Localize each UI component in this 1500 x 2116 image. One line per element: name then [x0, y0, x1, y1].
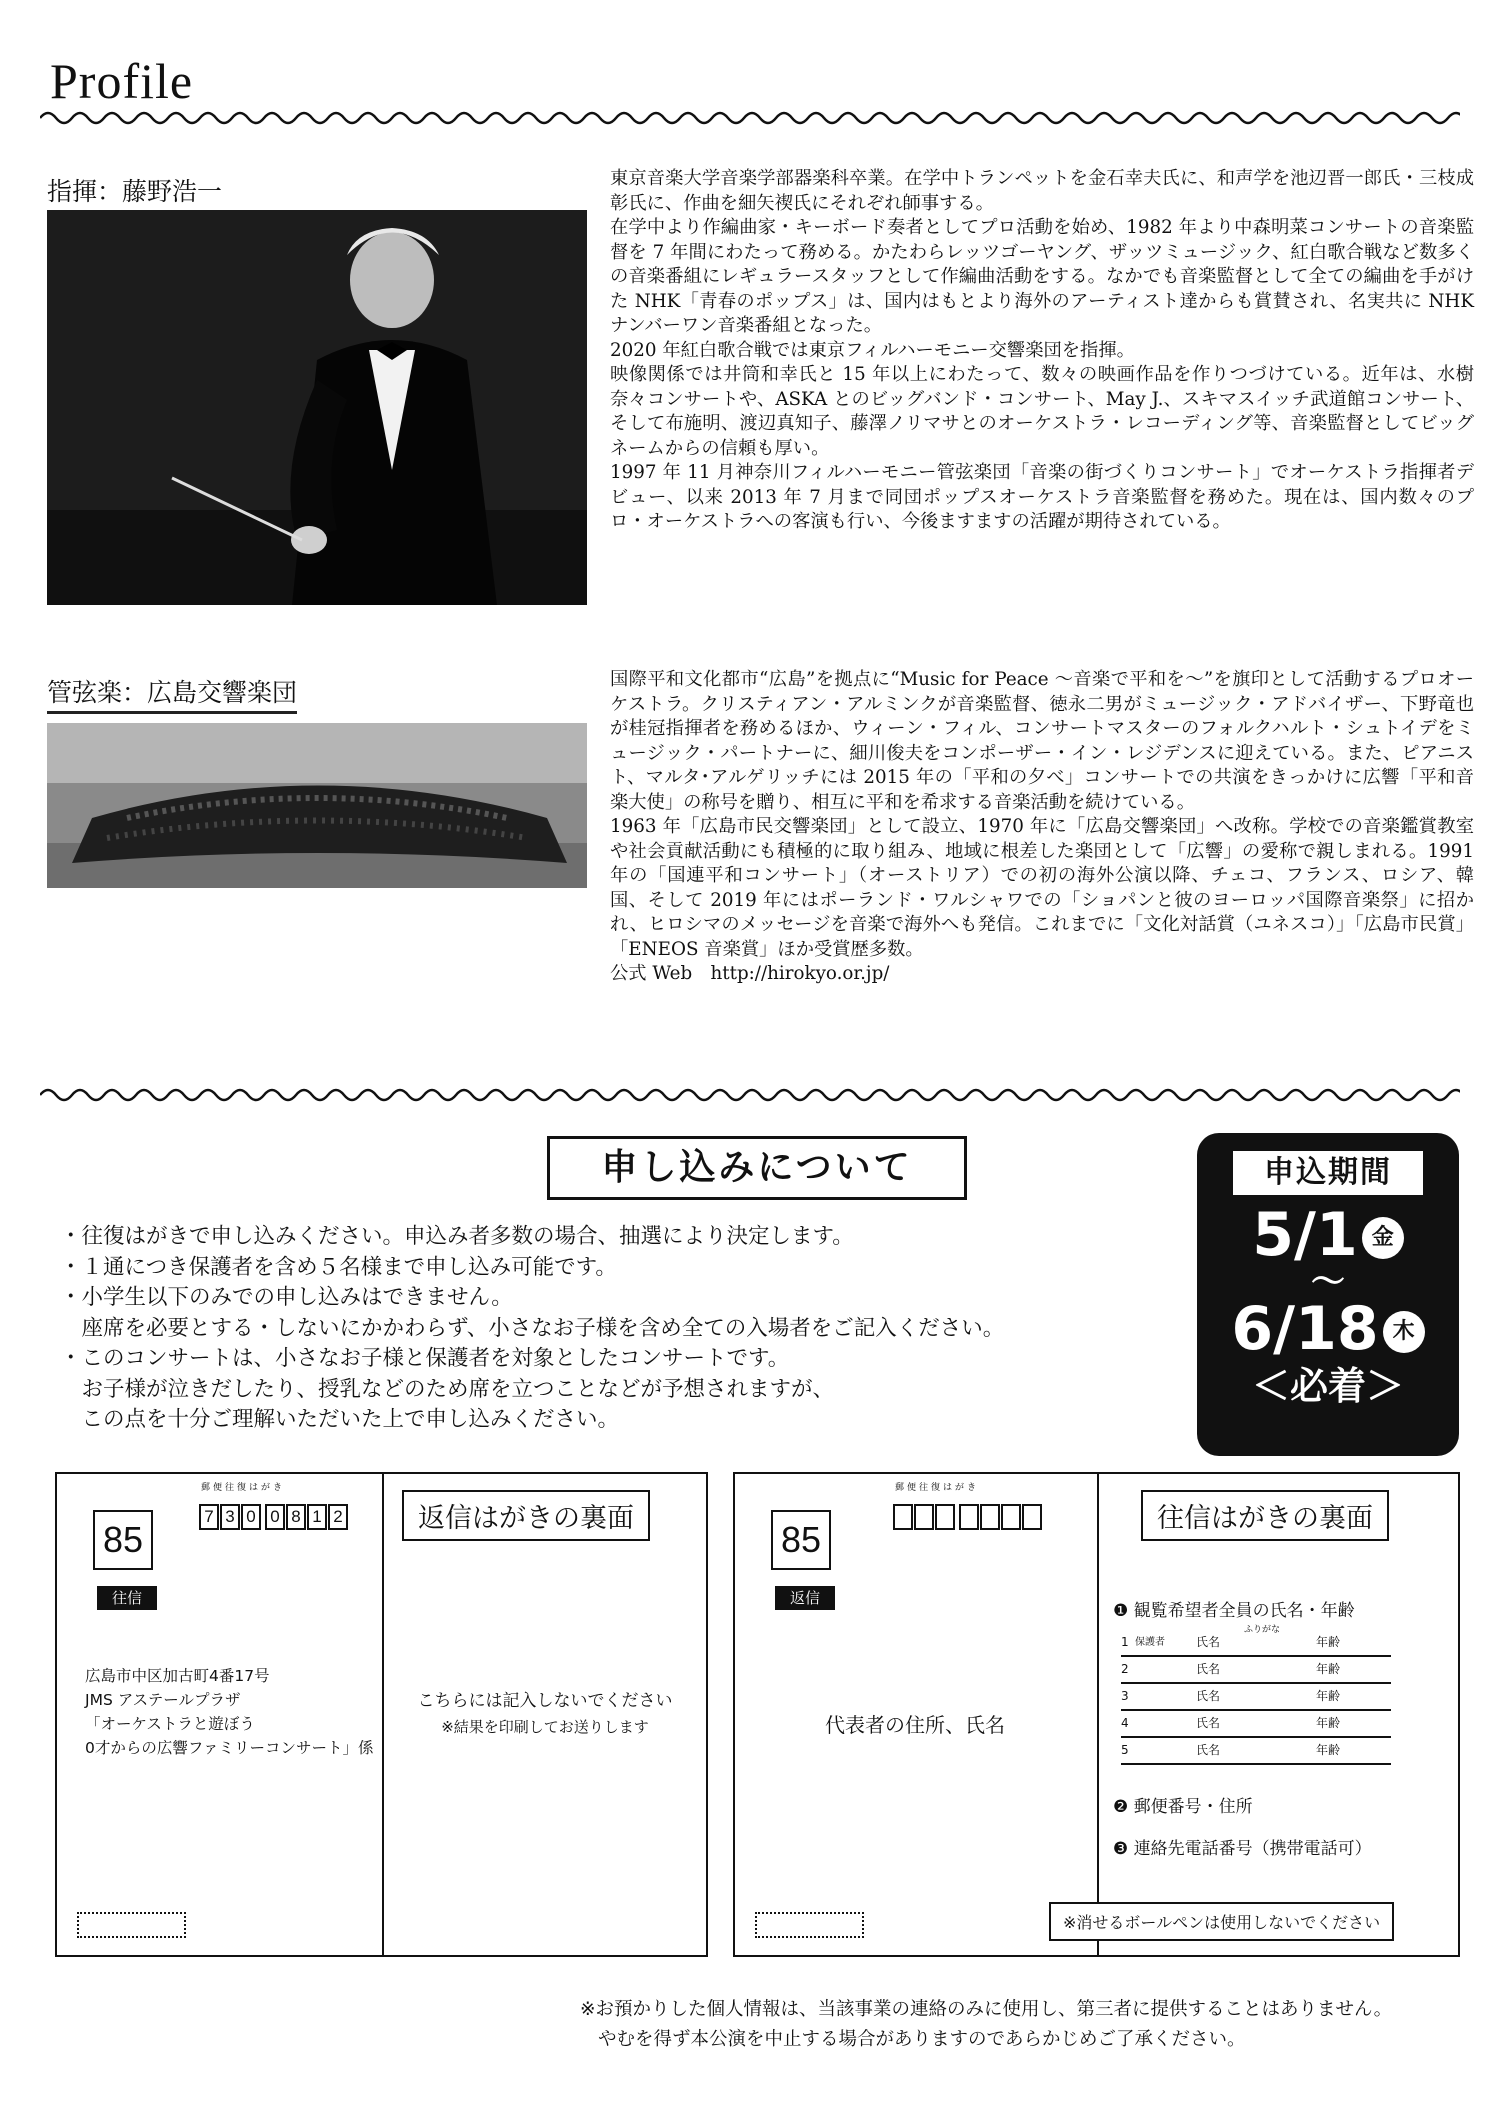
postcard-reply-sample	[733, 1472, 1460, 1957]
row-number: 2	[1121, 1662, 1129, 1676]
reply-back-instruction: こちらには記入しないでください	[417, 1691, 673, 1711]
address-line: 0才からの広響ファミリーコンサート」係	[85, 1739, 374, 1757]
row-name-label: 氏名	[1196, 1716, 1221, 1730]
conductor-bio	[610, 167, 1474, 535]
row-name-label: 氏名	[1196, 1689, 1221, 1703]
zip-digit: 2	[328, 1504, 348, 1530]
footer-line: やむを得ず本公演を中止する場合がありますのであらかじめご了承ください。	[598, 2029, 1246, 2050]
stamp-box: 85	[93, 1510, 153, 1570]
conductor-bio-paragraph: 1997 年 11 月神奈川フィルハーモニー管弦楽団「音楽の街づくりコンサート」でオーケストラ指揮者デビュー、以来 2013 年 7 月まで同団ポップスオーケストラ音楽監督を務めた。現在は、国内数々のプロ・オーケストラへの客演も行い、今後ますますの活躍が期待されている。	[610, 462, 1474, 532]
stamp-box: 85	[771, 1510, 831, 1570]
conductor-photo	[47, 210, 587, 605]
outbound-back-side	[1063, 1474, 1458, 1955]
attendee-row	[1121, 1657, 1391, 1684]
orchestra-bio-paragraph: 国際平和文化都市“広島”を拠点に“Music for Peace ～音楽で平和を～”を旗印として活動するプロオーケストラ。クリスティアン・アルミンクが音楽監督、徳永二男がミュージック・アドバイザー、下野竜也が桂冠指揮者を務めるほか、ウィーン・フィル、コンサートマスターのフォルクハルト・シュトイデをミュージック・パートナーに、細川俊夫をコンポーザー・イン・レジデンスに迎えている。また、ピアニスト、マルタ･アルゲリッチには 2015 年の「平和の夕べ」コンサートでの共演をきっかけに広響「平和音楽大使」の称号を贈り、相互に平和を希求する音楽活動を続けている。	[610, 669, 1474, 813]
note-line: ・１通につき保護者を含め５名様まで申し込み可能です。	[60, 1254, 617, 1280]
page-title: Profile	[50, 53, 194, 109]
conductor-bio-paragraph: 映像関係では井筒和幸氏と 15 年以上にわたって、数々の映画作品を作りつづけている。近年は、水樹奈々コンサートや、ASKA とのビッグバンド・コンサート、May J.、スキマスイッチ武道館コンサート、そして布施明、渡辺真知子、藤澤ノリマサとのオーケストラ・レコーディング等、音楽監督としてビッグネームからの信頼も厚い。	[610, 364, 1474, 459]
period-label: 申込期間	[1233, 1151, 1423, 1195]
row-age-label: 年齢	[1316, 1689, 1341, 1703]
note-line: 座席を必要とする・しないにかかわらず、小さなお子様を含め全ての入場者をご記入ください。	[60, 1315, 1005, 1341]
attendee-row	[1121, 1630, 1391, 1657]
zip-digit	[893, 1504, 913, 1530]
reply-back-title: 返信はがきの裏面	[402, 1490, 650, 1541]
conductor-label: 指揮：藤野浩一	[47, 172, 222, 213]
note-line: ・このコンサートは、小さなお子様と保護者を対象としたコンサートです。	[60, 1346, 790, 1371]
period-start	[1197, 1200, 1459, 1270]
zip-digit	[1022, 1504, 1042, 1530]
row-note: 保護者	[1135, 1637, 1165, 1648]
wavy-divider-bottom	[40, 1082, 1460, 1108]
zip-digit: 0	[241, 1504, 261, 1530]
orchestra-bio	[610, 668, 1474, 987]
period-start-day: 金	[1362, 1217, 1404, 1259]
row-number: 3	[1121, 1689, 1129, 1703]
attendee-row	[1121, 1738, 1391, 1765]
pen-warning: ※消せるボールペンは使用しないでください	[1049, 1902, 1394, 1941]
sender-instruction: 代表者の住所、氏名	[825, 1713, 1005, 1737]
attendee-row	[1121, 1684, 1391, 1711]
period-end	[1197, 1294, 1459, 1364]
row-number: 5	[1121, 1743, 1129, 1757]
note-line: この点を十分ご理解いただいた上で申し込みください。	[60, 1407, 620, 1432]
period-end-day: 木	[1383, 1311, 1425, 1353]
row-number: 1	[1121, 1635, 1129, 1649]
zip-digit	[914, 1504, 934, 1530]
note-line: お子様が泣きだしたり、授乳などのため席を立つことなどが予想されますが、	[60, 1376, 835, 1402]
period-start-date: 5/1	[1252, 1200, 1358, 1270]
application-period-panel	[1197, 1133, 1459, 1456]
application-title: 申し込みについて	[547, 1136, 967, 1200]
conductor-bio-paragraph: 2020 年紅白歌合戦では東京フィルハーモニー交響楽団を指揮。	[610, 339, 1135, 361]
period-end-date: 6/18	[1231, 1294, 1379, 1364]
recipient-address	[85, 1664, 374, 1760]
zip-digit	[959, 1504, 979, 1530]
period-note: ＜必着＞	[1251, 1364, 1404, 1408]
row-name-label: 氏名	[1196, 1635, 1221, 1649]
period-tilde: ～	[1311, 1262, 1345, 1302]
application-notes	[60, 1222, 1004, 1436]
conductor-bio-paragraph: 在学中より作編曲家・キーボード奏者としてプロ活動を始め、1982 年より中森明菜コンサートの音楽監督を 7 年間にわたって務める。かたわらレッツゴーヤング、ザッツミュージック、紅白歌合戦など数多くの音楽番組にレギュラースタッフとして作編曲活動をする。なかでも音楽監督として全ての編曲を手がけた NHK「青春のポップス」は、国内はもとより海外のアーティスト達からも賞賛され、名実共に NHK ナンバーワン音楽番組となった。	[610, 217, 1474, 336]
row-name-label: 氏名	[1196, 1662, 1221, 1676]
attendee-row	[1121, 1711, 1391, 1738]
orchestra-bio-paragraph: 1963 年「広島市民交響楽団」として設立、1970 年に「広島交響楽団」へ改称。学校での音楽鑑賞教室や社会貢献活動にも積極的に取り組み、地域に根差した楽団として「広響」の愛称で親しまれる。1991 年の「国連平和コンサート」（オーストリア）での初の海外公演以降、チェコ、フランス、ロシア、韓国、そして 2019 年にはポーランド・ワルシャワでの「ショパンと彼のヨーロッパ国際音楽祭」に招かれ、ヒロシマのメッセージを音楽で海外へも発信。これまでに「文化対話賞（ユネスコ）」「広島市民賞」「ENEOS 音楽賞」ほか受賞歴多数。	[610, 816, 1474, 960]
furigana-label: ふりがな	[1244, 1625, 1281, 1635]
postcard-header: 郵便往復はがき	[895, 1483, 980, 1493]
orchestra-photo	[47, 723, 587, 888]
row-age-label: 年齢	[1316, 1635, 1341, 1649]
address-line: JMS アステールプラザ	[85, 1691, 241, 1709]
barcode-area	[77, 1912, 186, 1938]
privacy-footer	[580, 1995, 1392, 2055]
zip-code-boxes	[893, 1504, 1043, 1534]
reply-tag: 返信	[775, 1586, 835, 1610]
orchestra-web-link[interactable]: 公式 Web http://hirokyo.or.jp/	[610, 963, 890, 984]
zip-digit	[1001, 1504, 1021, 1530]
row-age-label: 年齢	[1316, 1716, 1341, 1730]
outbound-tag: 往信	[97, 1586, 157, 1610]
item-phone: ❸ 連絡先電話番号（携帯電話可）	[1113, 1839, 1372, 1859]
outbound-back-title: 往信はがきの裏面	[1141, 1490, 1389, 1541]
address-line: 広島市中区加古町4番17号	[85, 1667, 270, 1685]
note-line: ・小学生以下のみでの申し込みはできません。	[60, 1285, 513, 1310]
item-postal-address: ❷ 郵便番号・住所	[1113, 1797, 1253, 1817]
row-name-label: 氏名	[1196, 1743, 1221, 1757]
reply-back-note: ※結果を印刷してお送りします	[441, 1718, 649, 1736]
address-line: 「オーケストラと遊ぼう	[85, 1715, 255, 1733]
zip-code-boxes	[199, 1504, 349, 1530]
zip-digit	[980, 1504, 1000, 1530]
conductor-bio-paragraph: 東京音楽大学音楽学部器楽科卒業。在学中トランペットを金石幸夫氏に、和声学を池辺晋一郎氏・三枝成彰氏に、作曲を細矢禊氏にそれぞれ師事する。	[610, 168, 1474, 214]
zip-digit: 0	[265, 1504, 285, 1530]
note-line: ・往復はがきで申し込みください。申込み者多数の場合、抽選により決定します。	[60, 1224, 854, 1249]
zip-digit: 3	[220, 1504, 240, 1530]
attendee-rows	[1121, 1630, 1391, 1765]
zip-digit: 8	[286, 1504, 306, 1530]
wavy-divider-top	[40, 105, 1460, 131]
barcode-area	[755, 1912, 864, 1938]
footer-line: ※お預かりした個人情報は、当該事業の連絡のみに使用し、第三者に提供することはありません。	[580, 1999, 1393, 2020]
postcard-header: 郵便往復はがき	[201, 1483, 286, 1493]
row-age-label: 年齢	[1316, 1662, 1341, 1676]
reply-back-side	[382, 1474, 706, 1955]
zip-digit: 7	[199, 1504, 219, 1530]
orchestra-label: 管弦楽：広島交響楽団	[47, 673, 297, 714]
item-names-ages: ❶ 観覧希望者全員の氏名・年齢	[1113, 1601, 1355, 1621]
postcard-outbound-sample	[55, 1472, 708, 1957]
row-age-label: 年齢	[1316, 1743, 1341, 1757]
zip-digit: 1	[307, 1504, 327, 1530]
zip-digit	[935, 1504, 955, 1530]
row-number: 4	[1121, 1716, 1129, 1730]
